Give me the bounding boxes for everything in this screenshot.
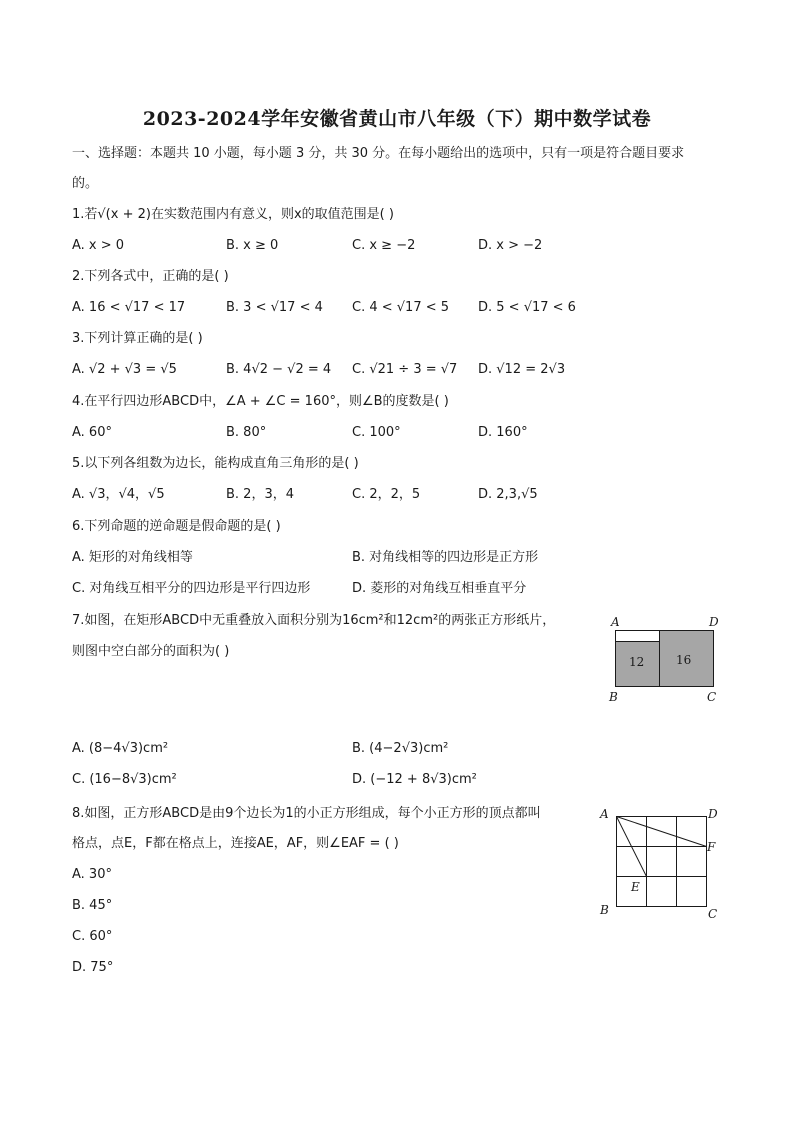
question-8-stem-line1: 8.如图，正方形ABCD是由9个边长为1的小正方形组成，每个小正方形的顶点都叫 [72, 806, 541, 821]
q7-option-c: C. (16−8√3)cm² [72, 772, 177, 787]
label-a: A [611, 615, 620, 629]
q8-option-d: D. 75° [72, 960, 114, 975]
q1-option-d: D. x > −2 [478, 238, 543, 253]
q1-option-b: B. x ≥ 0 [226, 238, 279, 253]
label-16: 16 [676, 653, 692, 667]
q2-option-d: D. 5 < √17 < 6 [478, 300, 576, 315]
q2-option-b: B. 3 < √17 < 4 [226, 300, 323, 315]
question-8-stem-line2: 格点，点E，F都在格点上，连接AE，AF，则∠EAF = ( ) [72, 836, 399, 851]
label-d: D [709, 615, 719, 629]
question-5-stem: 5.以下列各组数为边长，能构成直角三角形的是( ) [72, 456, 359, 471]
q6-option-a: A. 矩形的对角线相等 [72, 550, 193, 565]
q3-option-c: C. √21 ÷ 3 = √7 [352, 362, 458, 377]
q4-option-d: D. 160° [478, 425, 528, 440]
q7-option-d: D. (−12 + 8√3)cm² [352, 772, 477, 787]
label-b: B [609, 690, 618, 704]
q3-option-a: A. √2 + √3 = √5 [72, 362, 177, 377]
question-7-stem-line2: 则图中空白部分的面积为( ) [72, 644, 230, 659]
label-e: E [631, 880, 640, 894]
q1-option-a: A. x > 0 [72, 238, 125, 253]
q3-option-b: B. 4√2 − √2 = 4 [226, 362, 332, 377]
q4-option-b: B. 80° [226, 425, 267, 440]
label-a: A [600, 807, 609, 821]
question-2-stem: 2.下列各式中，正确的是( ) [72, 269, 229, 284]
question-4-stem: 4.在平行四边形ABCD中，∠A + ∠C = 160°，则∠B的度数是( ) [72, 394, 449, 409]
q7-rectangle-figure [605, 614, 723, 706]
q6-option-b: B. 对角线相等的四边形是正方形 [352, 550, 539, 565]
label-f: F [707, 840, 716, 854]
label-c: C [708, 907, 718, 921]
q1-option-c: C. x ≥ −2 [352, 238, 416, 253]
q5-option-a: A. √3，√4，√5 [72, 487, 165, 502]
q4-option-a: A. 60° [72, 425, 112, 440]
q6-option-c: C. 对角线互相平分的四边形是平行四边形 [72, 581, 311, 596]
label-d: D [708, 807, 718, 821]
q6-option-d: D. 菱形的对角线互相垂直平分 [352, 581, 527, 596]
q5-option-d: D. 2,3,√5 [478, 487, 538, 502]
q8-option-a: A. 30° [72, 867, 112, 882]
segment-af [617, 817, 707, 847]
question-3-stem: 3.下列计算正确的是( ) [72, 331, 203, 346]
question-6-stem: 6.下列命题的逆命题是假命题的是( ) [72, 519, 281, 534]
section-heading-line1: 一、选择题：本题共 10 小题，每小题 3 分，共 30 分。在每小题给出的选项中，只有一项是符合题目要求 [72, 146, 685, 161]
q3-option-d: D. √12 = 2√3 [478, 362, 566, 377]
question-7-stem-line1: 7.如图，在矩形ABCD中无重叠放入面积分别为16cm²和12cm²的两张正方形纸片， [72, 613, 556, 628]
q5-option-c: C. 2，2，5 [352, 487, 421, 502]
q8-option-b: B. 45° [72, 898, 113, 913]
q7-option-a: A. (8−4√3)cm² [72, 741, 169, 756]
q2-option-a: A. 16 < √17 < 17 [72, 300, 186, 315]
label-c: C [707, 690, 717, 704]
q4-option-c: C. 100° [352, 425, 401, 440]
q8-grid-figure [596, 804, 724, 922]
q7-option-b: B. (4−2√3)cm² [352, 741, 449, 756]
q2-option-c: C. 4 < √17 < 5 [352, 300, 450, 315]
question-1-stem: 1.若√(x + 2)在实数范围内有意义，则x的取值范围是( ) [72, 207, 394, 222]
section-heading-line2: 的。 [72, 176, 99, 191]
label-12: 12 [629, 655, 645, 669]
q8-option-c: C. 60° [72, 929, 113, 944]
q5-option-b: B. 2，3，4 [226, 487, 294, 502]
exam-title: 2023-2024学年安徽省黄山市八年级（下）期中数学试卷 [142, 108, 652, 130]
label-b: B [600, 903, 609, 917]
